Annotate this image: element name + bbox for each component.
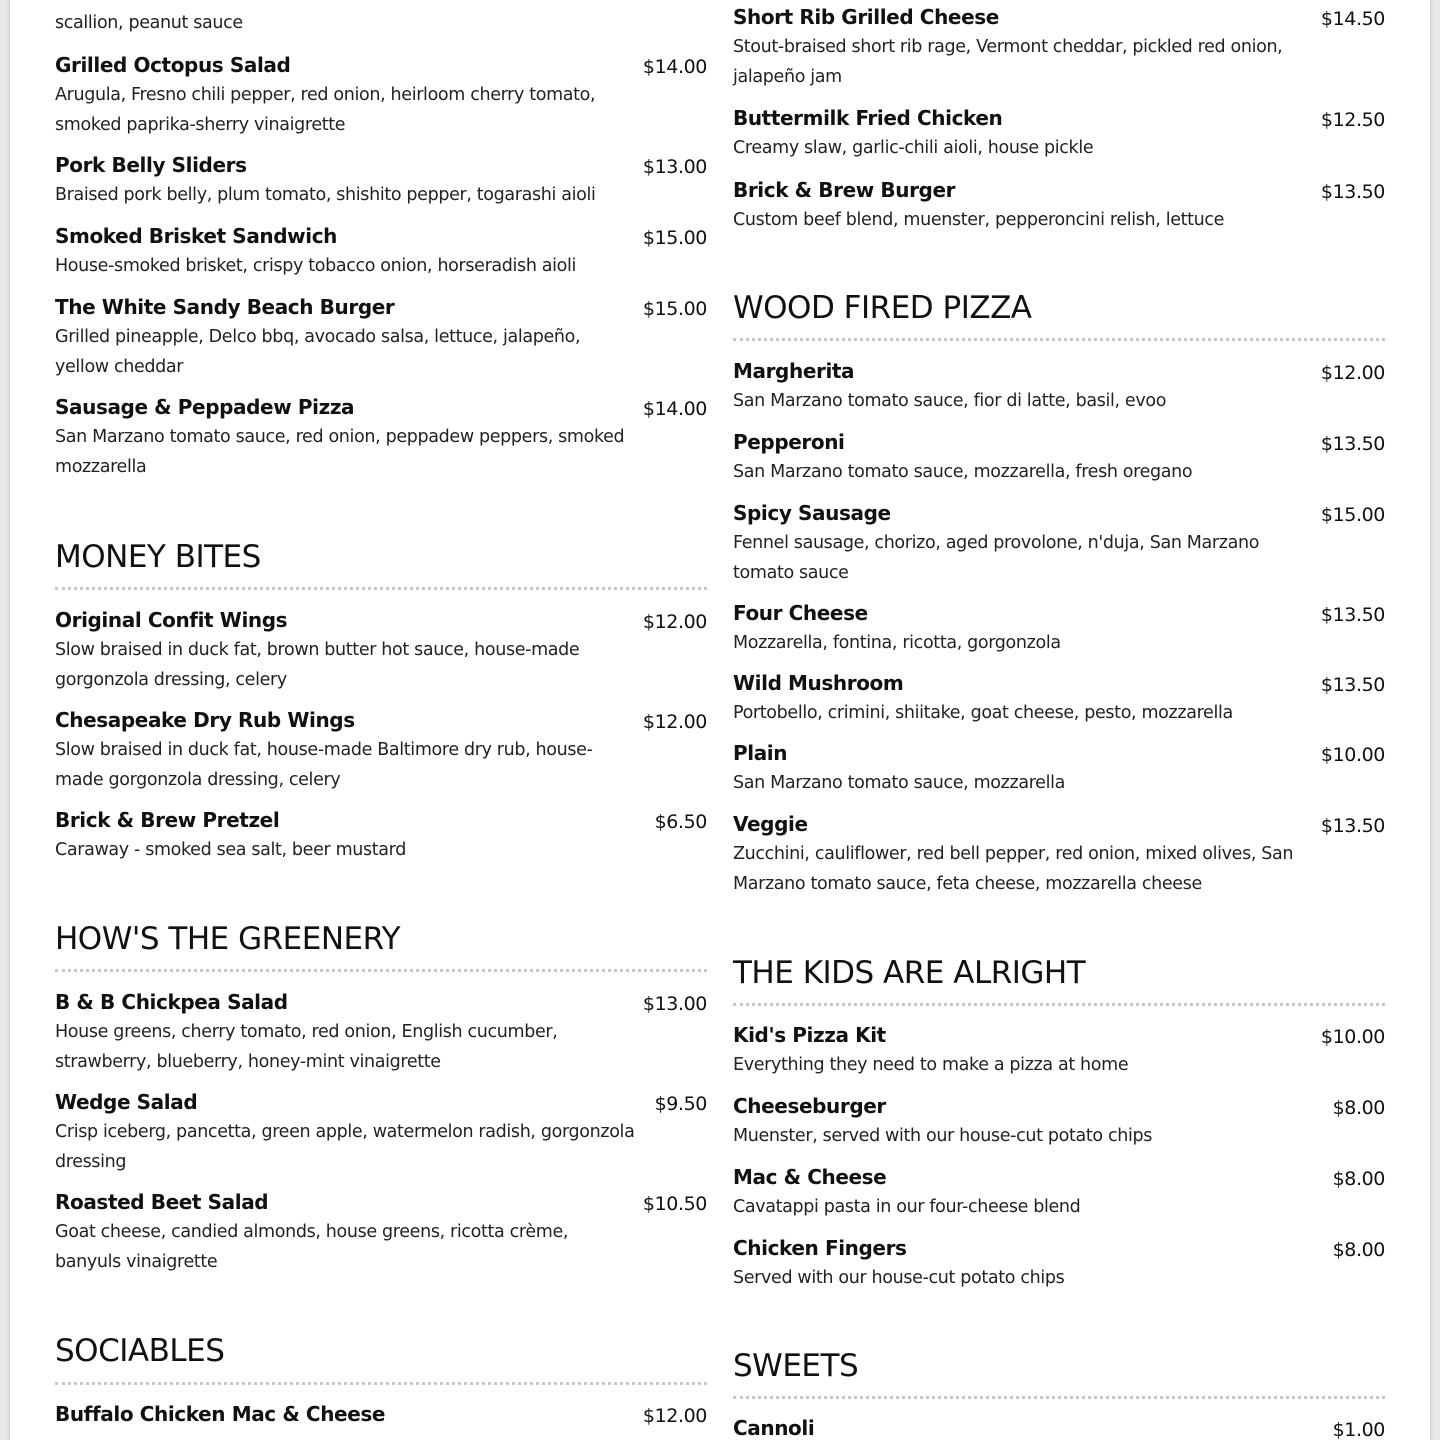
menu-item	[55, 1087, 707, 1177]
item-description: Braised pork belly, plum tomato, shishito pepper, togarashi aioli	[55, 185, 596, 205]
item-price: $12.50	[1320, 109, 1385, 131]
menu-item	[55, 987, 707, 1077]
item-price: $8.00	[1332, 1097, 1385, 1119]
item-name: Spicy Sausage	[733, 501, 891, 525]
item-description: Grilled pineapple, Delco bbq, avocado salsa, lettuce, jalapeño, yellow cheddar	[55, 327, 581, 377]
item-price: $15.00	[642, 298, 707, 320]
item-description: Portobello, crimini, shiitake, goat cheese, pesto, mozzarella	[733, 703, 1233, 723]
menu-item	[733, 103, 1385, 163]
item-price: $13.00	[642, 156, 707, 178]
section-divider	[733, 1396, 1385, 1399]
item-description: House-smoked brisket, crispy tobacco onion, horseradish aioli	[55, 256, 577, 276]
item-name: Grilled Octopus Salad	[55, 53, 291, 77]
section-title-sociables: SOCIABLES	[55, 1333, 225, 1369]
menu-item	[733, 2, 1385, 92]
item-description: House greens, cherry tomato, red onion, English cucumber, strawberry, blueberry, honey-mint vinaigrette	[55, 1022, 558, 1072]
section-title-sweets: SWEETS	[733, 1348, 859, 1384]
item-price: $10.00	[1320, 1026, 1385, 1048]
item-name: B & B Chickpea Salad	[55, 990, 288, 1014]
item-name: Pork Belly Sliders	[55, 153, 247, 177]
item-price: $12.00	[642, 611, 707, 633]
menu-item	[733, 427, 1385, 487]
item-description: Slow braised in duck fat, brown butter hot sauce, house-made gorgonzola dressing, celery	[55, 640, 580, 690]
menu-item	[55, 221, 707, 281]
item-name: Four Cheese	[733, 601, 868, 625]
menu-item	[55, 605, 707, 695]
item-price: $8.00	[1332, 1168, 1385, 1190]
item-description: Mozzarella, fontina, ricotta, gorgonzola	[733, 633, 1061, 653]
item-name: Cheeseburger	[733, 1094, 886, 1118]
menu-item	[733, 1162, 1385, 1222]
menu-item	[733, 809, 1385, 899]
item-name: Roasted Beet Salad	[55, 1190, 269, 1214]
item-price: $13.50	[1320, 674, 1385, 696]
item-price: $12.00	[642, 711, 707, 733]
item-name: Original Confit Wings	[55, 608, 288, 632]
item-name: Brick & Brew Pretzel	[55, 808, 280, 832]
item-description: Goat cheese, candied almonds, house greens, ricotta crème, banyuls vinaigrette	[55, 1222, 569, 1272]
item-name: Plain	[733, 741, 788, 765]
menu-item	[733, 598, 1385, 658]
item-price: $13.50	[1320, 181, 1385, 203]
item-price: $14.00	[642, 56, 707, 78]
top-fragment-text: scallion, peanut sauce	[55, 13, 243, 33]
item-name: Veggie	[733, 812, 808, 836]
menu-item	[733, 668, 1385, 728]
menu-item	[733, 738, 1385, 798]
menu-item	[55, 392, 707, 482]
item-price: $13.50	[1320, 604, 1385, 626]
menu-item	[55, 50, 707, 140]
menu-item	[55, 292, 707, 382]
item-price: $12.00	[1320, 362, 1385, 384]
item-price: $13.50	[1320, 433, 1385, 455]
section-title-greenery: HOW'S THE GREENERY	[55, 921, 401, 957]
item-name: Chicken Fingers	[733, 1236, 907, 1260]
item-description: Fennel sausage, chorizo, aged provolone, n'duja, San Marzano tomato sauce	[733, 533, 1260, 583]
item-name: Wedge Salad	[55, 1090, 198, 1114]
item-price: $10.50	[642, 1193, 707, 1215]
item-name: Mac & Cheese	[733, 1165, 887, 1189]
section-divider	[55, 587, 707, 590]
section-divider	[55, 1382, 707, 1385]
item-name: The White Sandy Beach Burger	[55, 295, 395, 319]
item-name: Wild Mushroom	[733, 671, 904, 695]
item-description: Creamy slaw, garlic-chili aioli, house pickle	[733, 138, 1094, 158]
item-description: Stout-braised short rib rage, Vermont cheddar, pickled red onion, jalapeño jam	[733, 37, 1283, 87]
item-price: $10.00	[1320, 744, 1385, 766]
menu-item	[733, 498, 1385, 588]
menu-item	[733, 1020, 1385, 1080]
item-name: Pepperoni	[733, 430, 845, 454]
menu-item	[55, 705, 707, 795]
item-price: $13.50	[1320, 815, 1385, 837]
item-description: Caraway - smoked sea salt, beer mustard	[55, 840, 406, 860]
item-description: Crisp iceberg, pancetta, green apple, watermelon radish, gorgonzola dressing	[55, 1122, 635, 1172]
item-description: San Marzano tomato sauce, fior di latte, basil, evoo	[733, 391, 1167, 411]
menu-item	[733, 175, 1385, 235]
item-price: $8.00	[1332, 1239, 1385, 1261]
menu-item	[733, 356, 1385, 416]
section-title-pizza: WOOD FIRED PIZZA	[733, 290, 1032, 326]
menu-item	[733, 1413, 1385, 1440]
item-name: Short Rib Grilled Cheese	[733, 5, 999, 29]
section-divider	[733, 338, 1385, 341]
item-description: Arugula, Fresno chili pepper, red onion, heirloom cherry tomato, smoked paprika-sherry vinaigrette	[55, 85, 596, 135]
menu-item	[55, 1187, 707, 1277]
menu-item	[733, 1233, 1385, 1293]
item-description: Cavatappi pasta in our four-cheese blend	[733, 1197, 1081, 1217]
section-title-money-bites: MONEY BITES	[55, 539, 261, 575]
menu-item	[733, 1091, 1385, 1151]
item-name: Kid's Pizza Kit	[733, 1023, 886, 1047]
item-name: Cannoli	[733, 1416, 815, 1440]
item-description: Slow braised in duck fat, house-made Baltimore dry rub, house-made gorgonzola dressing, celery	[55, 740, 593, 790]
item-price: $15.00	[1320, 504, 1385, 526]
menu-item	[55, 150, 707, 210]
item-price: $13.00	[642, 993, 707, 1015]
item-price: $6.50	[654, 811, 707, 833]
item-name: Smoked Brisket Sandwich	[55, 224, 337, 248]
item-name: Chesapeake Dry Rub Wings	[55, 708, 355, 732]
item-description: Zucchini, cauliflower, red bell pepper, red onion, mixed olives, San Marzano tomato sauce, feta cheese, mozzarella cheese	[733, 844, 1294, 894]
item-price: $9.50	[654, 1093, 707, 1115]
item-description: San Marzano tomato sauce, mozzarella, fresh oregano	[733, 462, 1193, 482]
item-description: San Marzano tomato sauce, mozzarella	[733, 773, 1065, 793]
item-description: San Marzano tomato sauce, red onion, peppadew peppers, smoked mozzarella	[55, 427, 625, 477]
item-description: Muenster, served with our house-cut potato chips	[733, 1126, 1152, 1146]
section-title-kids: THE KIDS ARE ALRIGHT	[733, 955, 1086, 991]
item-price: $15.00	[642, 227, 707, 249]
menu-page	[10, 0, 1430, 1440]
item-description: Served with our house-cut potato chips	[733, 1268, 1065, 1288]
item-name: Buttermilk Fried Chicken	[733, 106, 1003, 130]
menu-item	[55, 805, 707, 865]
item-name: Brick & Brew Burger	[733, 178, 956, 202]
menu-item	[55, 1399, 707, 1429]
section-divider	[55, 969, 707, 972]
item-name: Buffalo Chicken Mac & Cheese	[55, 1402, 386, 1426]
item-price: $14.00	[642, 398, 707, 420]
item-description: Custom beef blend, muenster, pepperoncini relish, lettuce	[733, 210, 1225, 230]
item-price: $14.50	[1320, 8, 1385, 30]
item-name: Margherita	[733, 359, 855, 383]
item-price: $12.00	[642, 1405, 707, 1427]
item-name: Sausage & Peppadew Pizza	[55, 395, 355, 419]
item-price: $1.00	[1332, 1419, 1385, 1440]
section-divider	[733, 1003, 1385, 1006]
item-description: Everything they need to make a pizza at home	[733, 1055, 1129, 1075]
